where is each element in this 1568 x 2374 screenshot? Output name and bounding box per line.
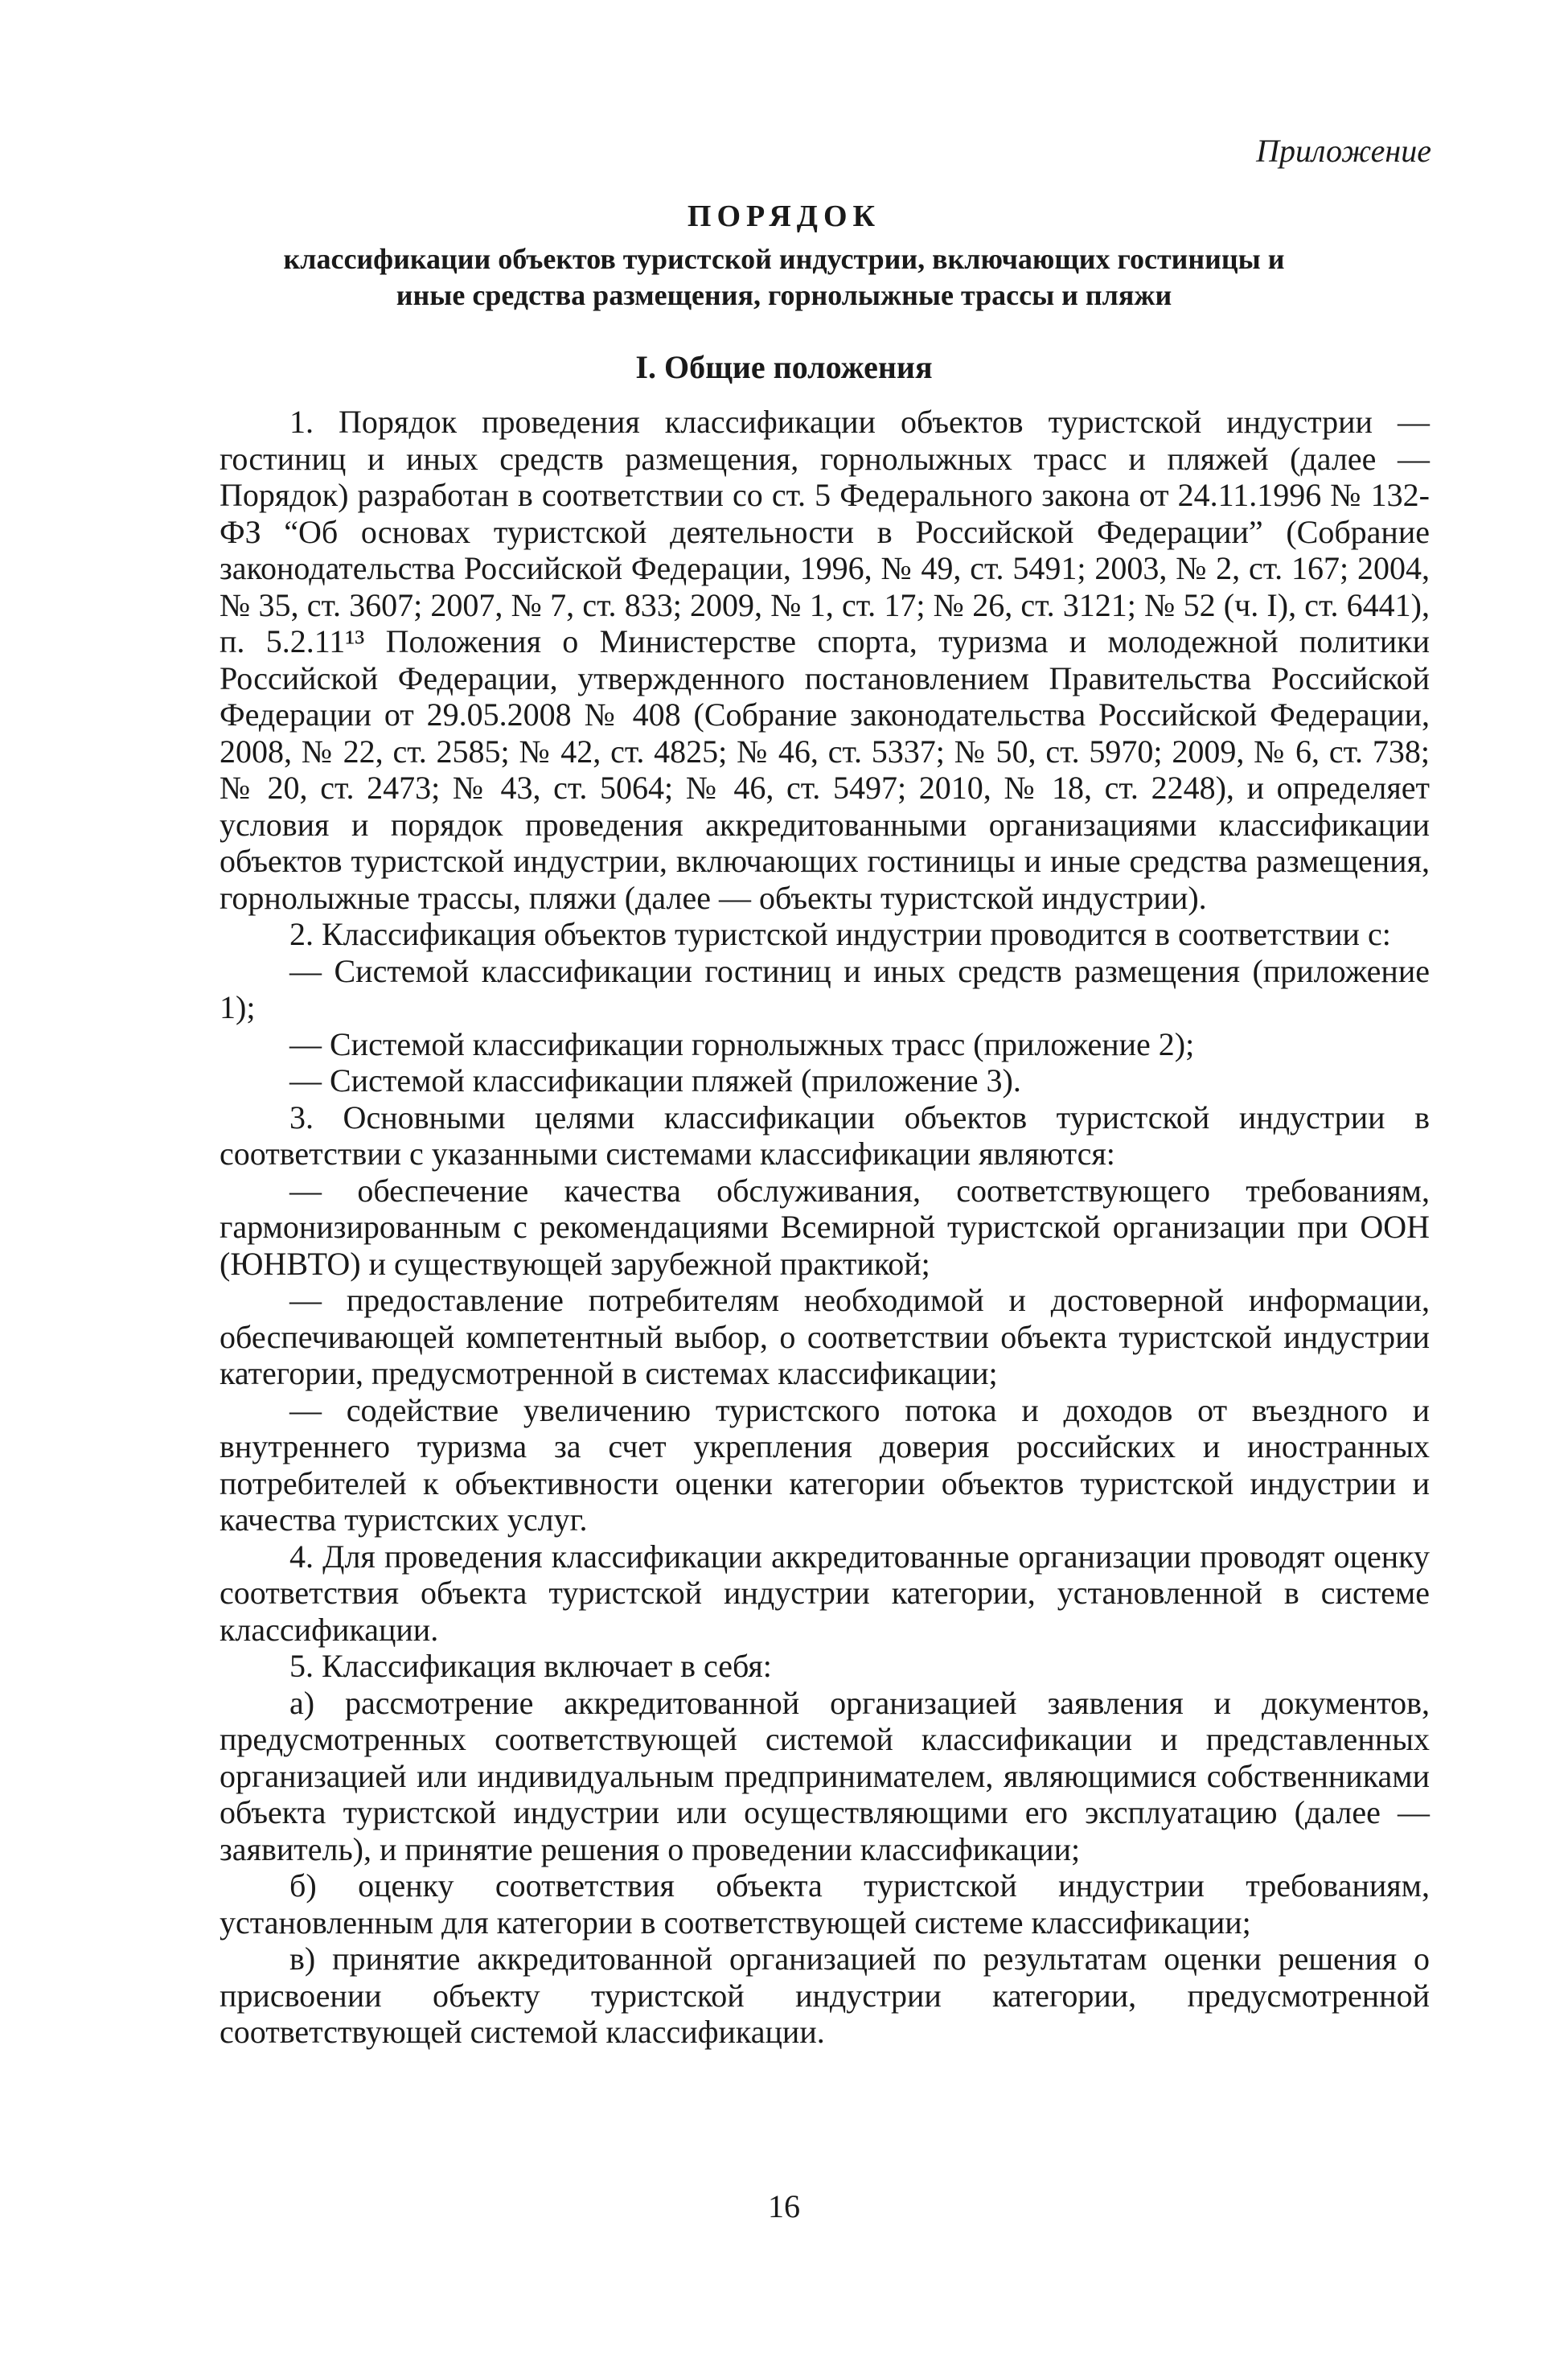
document-body <box>220 404 1430 2051</box>
document-title: ПОРЯДОК <box>687 199 881 233</box>
appendix-label: Приложение <box>1256 133 1431 169</box>
list-item-tourism-flow: — содействие увеличению туристского потока и доходов от въездного и внутреннего туризма за счет укрепления доверия российских и иностранных потребителей к объективности оценки категории объектов туристской индустрии и качества туристских услуг. <box>220 1391 1430 1538</box>
list-item-b: б) оценку соответствия объекта туристской индустрии требованиям, установленным для категории в соответствующей системе классификации; <box>220 1867 1430 1941</box>
list-item-quality: — обеспечение качества обслуживания, соответствующего требованиям, гармонизированным с рекомендациями Всемирной туристской организации при ООН (ЮНВТО) и существующей зарубежной практикой; <box>220 1172 1430 1282</box>
list-item-v: в) принятие аккредитованной организацией по результатам оценки решения о присвоении объекту туристской индустрии категории, предусмотренной соответствующей системой классификации. <box>220 1941 1430 2050</box>
paragraph-4: 4. Для проведения классификации аккредитованные организации проводят оценку соответствия объекта туристской индустрии категории, установленной в системе классификации. <box>220 1538 1430 1648</box>
page-number: 16 <box>768 2188 800 2224</box>
paragraph-1: 1. Порядок проведения классификации объектов туристской индустрии — гостиниц и иных средств размещения, горнолыжных трасс и пляжей (далее — Порядок) разработан в соответствии со ст. 5 Федерального закона от 24.11.1996 № 132-ФЗ “Об основах туристской деятельности в Российской Федерации” (Собрание законодательства Российской Федерации, 1996, № 49, ст. 5491; 2003, № 2, ст. 167; 2004, № 35, ст. 3607; 2007, № 7, ст. 833; 2009, № 1, ст. 17; № 26, ст. 3121; № 52 (ч. I), ст. 6441), п. 5.2.11¹³ Положения о Министерстве спорта, туризма и молодежной политики Российской Федерации, утвержденного постановлением Правительства Российской Федерации от 29.05.2008 № 408 (Собрание законодательства Российской Федерации, 2008, № 22, ст. 2585; № 42, ст. 4825; № 46, ст. 5337; № 50, ст. 5970; 2009, № 6, ст. 738; № 20, ст. 2473; № 43, ст. 5064; № 46, ст. 5497; 2010, № 18, ст. 2248), и определяет условия и порядок проведения аккредитованными организациями классификации объектов туристской индустрии, включающих гостиницы и иные средства размещения, горнолыжные трассы, пляжи (далее — объекты туристской индустрии). <box>220 404 1430 916</box>
section-heading: I. Общие положения <box>635 349 933 385</box>
list-item-information: — предоставление потребителям необходимой и достоверной информации, обеспечивающей компетентный выбор, о соответствии объекта туристской индустрии категории, предусмотренной в системах классификации; <box>220 1282 1430 1391</box>
document-subtitle: классификации объектов туристской индустрии, включающих гостиницы и иные средства размещения, горнолыжные трассы и пляжи <box>283 243 1285 311</box>
list-item-ski-slopes: — Системой классификации горнолыжных трасс (приложение 2); <box>289 1025 1195 1062</box>
paragraph-3: 3. Основными целями классификации объектов туристской индустрии в соответствии с указанными системами классификации являются: <box>220 1099 1430 1172</box>
list-item-a: а) рассмотрение аккредитованной организацией заявления и документов, предусмотренных соответствующей системой классификации и представленных организацией или индивидуальным предпринимателем, являющимися собственниками объекта туристской индустрии или осуществляющими его эксплуатацию (далее — заявитель), и принятие решения о проведении классификации; <box>220 1684 1430 1867</box>
paragraph-2: 2. Классификация объектов туристской индустрии проводится в соответствии с: <box>289 916 1391 952</box>
list-item-beaches: — Системой классификации пляжей (приложение 3). <box>289 1062 1021 1099</box>
paragraph-5: 5. Классификация включает в себя: <box>289 1648 772 1684</box>
list-item-hotels: — Системой классификации гостиниц и иных средств размещения (приложение 1); <box>220 952 1430 1025</box>
